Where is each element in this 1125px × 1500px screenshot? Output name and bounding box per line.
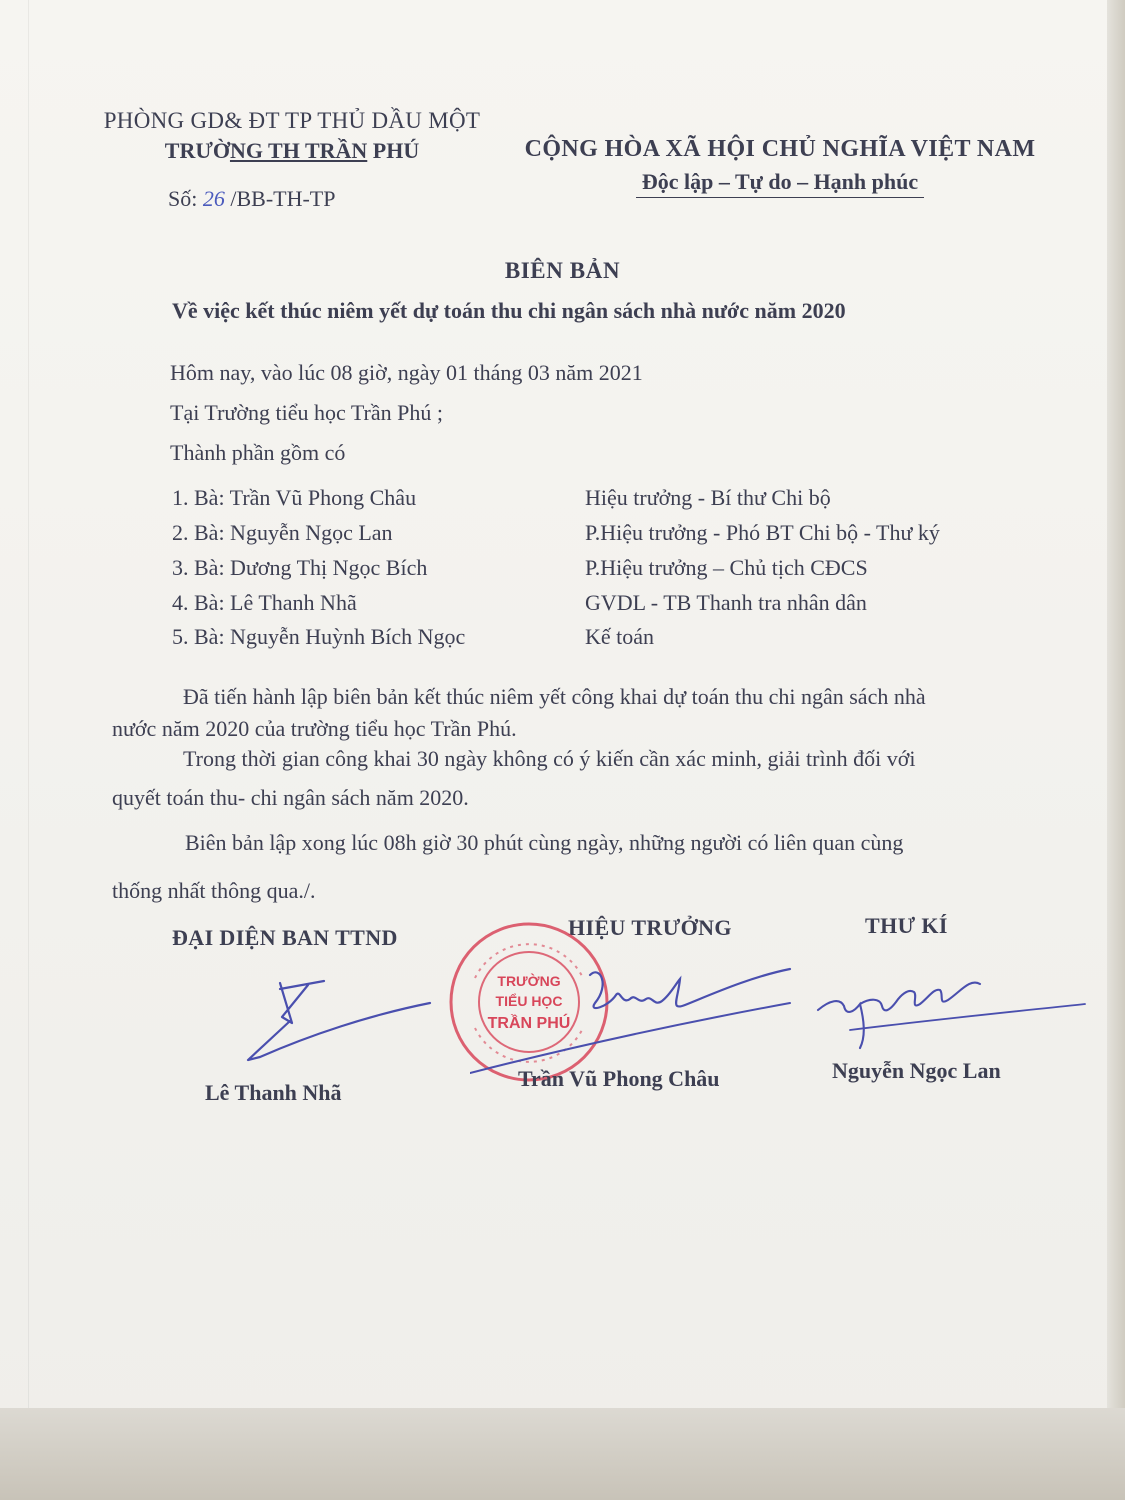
department-name: PHÒNG GD& ĐT TP THỦ DẦU MỘT	[103, 108, 481, 133]
members-label: Thành phần gồm có	[170, 440, 346, 465]
signer-name-left: Lê Thanh Nhã	[205, 1080, 342, 1105]
member-name: 4. Bà: Lê Thanh Nhã	[172, 590, 357, 615]
member-role: P.Hiệu trưởng – Chủ tịch CĐCS	[585, 555, 868, 580]
member-name: 5. Bà: Nguyễn Huỳnh Bích Ngọc	[172, 624, 466, 649]
school-name: TRƯỜNG TH TRẦN PHÚ	[164, 138, 420, 163]
member-role: Hiệu trưởng - Bí thư Chi bộ	[585, 485, 831, 510]
signer-name-center: Trần Vũ Phong Châu	[518, 1066, 720, 1091]
signer-name-right: Nguyễn Ngọc Lan	[832, 1058, 1001, 1083]
document-subtitle: Về việc kết thúc niêm yết dự toán thu chi ngân sách nhà nước năm 2020	[172, 298, 846, 323]
member-name: 1. Bà: Trần Vũ Phong Châu	[172, 485, 417, 510]
meeting-time: Hôm nay, vào lúc 08 giờ, ngày 01 tháng 03 năm 2021	[170, 360, 643, 385]
issuing-authority	[72, 108, 512, 164]
table-surface	[0, 1408, 1125, 1500]
paragraph-1-line-1: Đã tiến hành lập biên bản kết thúc niêm yết công khai dự toán thu chi ngân sách nhà	[183, 684, 926, 709]
signature-title-center: HIỆU TRƯỞNG	[568, 915, 732, 940]
paper-edge	[1107, 0, 1125, 1500]
paragraph-3-line-1: Biên bản lập xong lúc 08h giờ 30 phút cùng ngày, những người có liên quan cùng	[185, 830, 904, 855]
national-header	[500, 136, 1060, 198]
stamp-text-2: TIỂU HỌC	[495, 993, 563, 1009]
member-role: P.Hiệu trưởng - Phó BT Chi bộ - Thư ký	[585, 520, 940, 545]
stamp-text-1: TRƯỜNG	[497, 973, 561, 989]
handwritten-number: 26	[202, 186, 225, 211]
signature-center	[470, 955, 800, 1075]
national-motto: Độc lập – Tự do – Hạnh phúc	[636, 169, 924, 198]
paper-fold	[28, 0, 29, 1500]
document-title: BIÊN BẢN	[504, 258, 621, 283]
member-name: 3. Bà: Dương Thị Ngọc Bích	[172, 555, 428, 580]
member-role: GVDL - TB Thanh tra nhân dân	[585, 590, 867, 615]
paragraph-2-line-2: quyết toán thu- chi ngân sách năm 2020.	[112, 785, 469, 810]
meeting-place: Tại Trường tiểu học Trần Phú ;	[170, 400, 443, 425]
document-number: Số: 26 /BB-TH-TP	[168, 186, 336, 211]
signature-left	[230, 975, 440, 1065]
paragraph-2-line-1: Trong thời gian công khai 30 ngày không có ý kiến cần xác minh, giải trình đối với	[183, 746, 916, 771]
paragraph-1-line-2: nước năm 2020 của trường tiểu học Trần Phú.	[112, 716, 517, 741]
signature-title-right: THƯ KÍ	[865, 913, 948, 938]
member-name: 2. Bà: Nguyễn Ngọc Lan	[172, 520, 393, 545]
member-role: Kế toán	[585, 624, 655, 649]
signature-right	[810, 960, 1090, 1050]
signature-title-left: ĐẠI DIỆN BAN TTND	[172, 925, 398, 950]
paragraph-3-line-2: thống nhất thông qua./.	[112, 878, 316, 903]
country-name: CỘNG HÒA XÃ HỘI CHỦ NGHĨA VIỆT NAM	[524, 136, 1036, 162]
stamp-text-3: TRẦN PHÚ	[487, 1015, 571, 1032]
